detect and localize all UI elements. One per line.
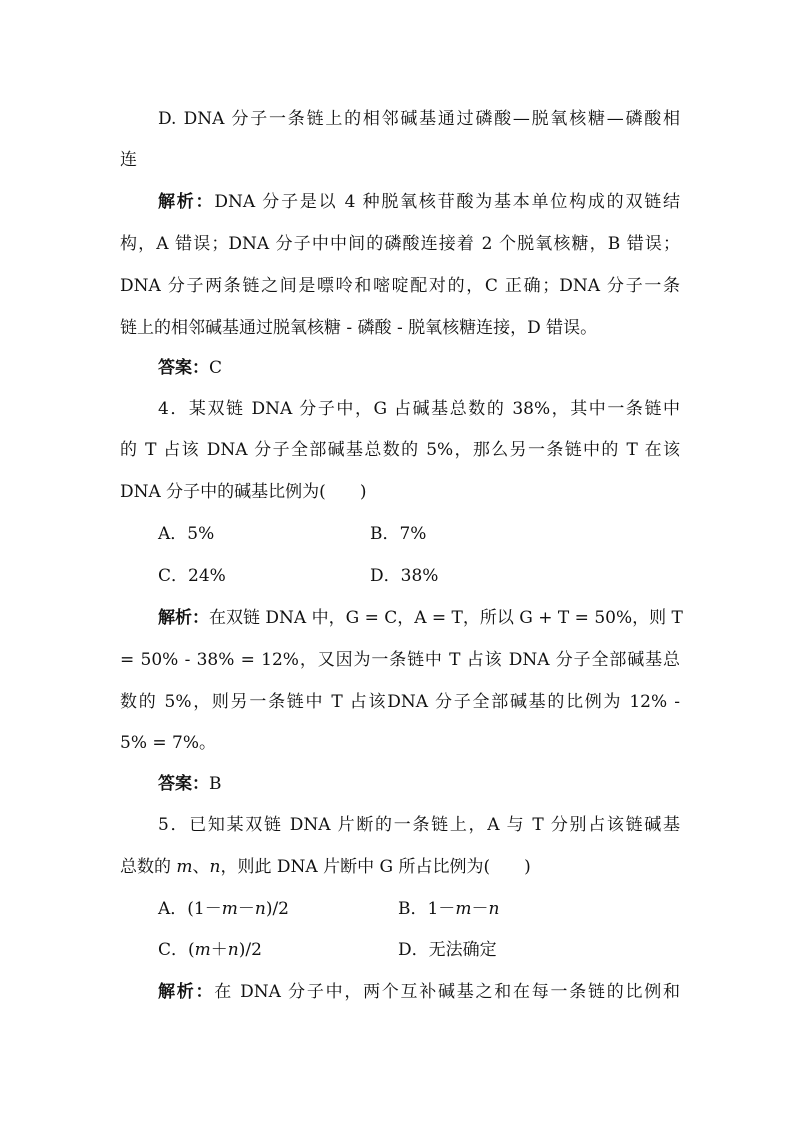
q4-stem-line1: 4．某双链 DNA 分子中，G 占碱基总数的 38%，其中一条链中 <box>158 399 680 419</box>
q4-analysis-line3: 数的 5%，则另一条链中 T 占该DNA 分子全部碱基的比例为 12% - <box>120 692 680 712</box>
answer-label: 答案： <box>158 774 209 794</box>
q4-analysis-line2: = 50% - 38% = 12%，又因为一条链中 T 占该 DNA 分子全部碱基总 <box>120 650 680 670</box>
q3-option-d-line2: 连 <box>120 150 137 170</box>
var-m: m <box>455 899 472 919</box>
q4-option-d: D．38% <box>370 566 439 586</box>
separator: 、 <box>192 857 210 877</box>
q5-stem-line2 <box>120 855 680 879</box>
option-text: B．1－ <box>398 899 456 919</box>
q5-stem-text: ，则此 DNA 片断中 G 所占比例为( ) <box>220 857 531 877</box>
q3-analysis-line4: 链上的相邻碱基通过脱氧核糖 - 磷酸 - 脱氧核糖连接，D 错误。 <box>120 318 598 338</box>
option-text: A．(1－ <box>158 899 222 919</box>
q4-answer <box>158 772 718 796</box>
q4-analysis-line1 <box>158 606 683 630</box>
q5-option-a <box>158 897 289 921</box>
q5-option-c <box>158 938 262 962</box>
q4-stem-line3: DNA 分子中的碱基比例为( ) <box>120 482 367 502</box>
option-text: )/2 <box>238 940 262 960</box>
q4-analysis-line4: 5% = 7%。 <box>120 733 216 753</box>
var-m: m <box>176 857 193 877</box>
var-n: n <box>227 940 239 960</box>
answer-value: B <box>209 774 222 794</box>
answer-value: C <box>209 358 223 378</box>
analysis-text: 在 DNA 分子中，两个互补碱基之和在每一条链的比例和 <box>214 982 681 1002</box>
q4-stem-line2: 的 T 占该 DNA 分子全部碱基总数的 5%，那么另一条链中的 T 在该 <box>120 440 680 460</box>
analysis-label: 解析： <box>158 192 215 212</box>
option-text: － <box>237 899 255 919</box>
q5-stem-text: 总数的 <box>120 857 177 877</box>
var-m: m <box>221 899 238 919</box>
q3-analysis-line3: DNA 分子两条链之间是嘌呤和嘧啶配对的，C 正确；DNA 分子一条 <box>120 276 680 296</box>
q5-analysis-line1 <box>158 980 680 1004</box>
var-m: m <box>194 940 211 960</box>
var-n: n <box>488 899 500 919</box>
analysis-text: 在双链 DNA 中，G = C，A = T，所以 G + T = 50%，则 T <box>209 608 683 628</box>
var-n: n <box>254 899 266 919</box>
q5-option-d: D．无法确定 <box>398 940 497 960</box>
q3-analysis-line2: 构，A 错误；DNA 分子中中间的磷酸连接着 2 个脱氧核糖，B 错误； <box>120 234 680 254</box>
q4-option-a: A．5% <box>158 524 215 544</box>
analysis-label: 解析： <box>158 608 209 628</box>
answer-label: 答案： <box>158 358 209 378</box>
q4-option-b: B．7% <box>370 524 427 544</box>
q5-stem-line1: 5．已知某双链 DNA 片断的一条链上，A 与 T 分别占该链碱基 <box>158 815 680 835</box>
option-text: ＋ <box>210 940 228 960</box>
q3-answer <box>158 356 718 380</box>
option-text: － <box>471 899 489 919</box>
option-text: C．( <box>158 940 195 960</box>
var-n: n <box>209 857 221 877</box>
q4-option-c: C．24% <box>158 566 226 586</box>
analysis-label: 解析： <box>158 982 215 1002</box>
option-text: )/2 <box>265 899 289 919</box>
q3-option-d-line1: D. DNA 分子一条链上的相邻碱基通过磷酸—脱氧核糖—磷酸相 <box>158 109 680 129</box>
analysis-text: DNA 分子是以 4 种脱氧核苷酸为基本单位构成的双链结 <box>214 192 681 212</box>
q5-option-b <box>398 897 499 921</box>
q3-analysis-line1 <box>158 190 680 214</box>
